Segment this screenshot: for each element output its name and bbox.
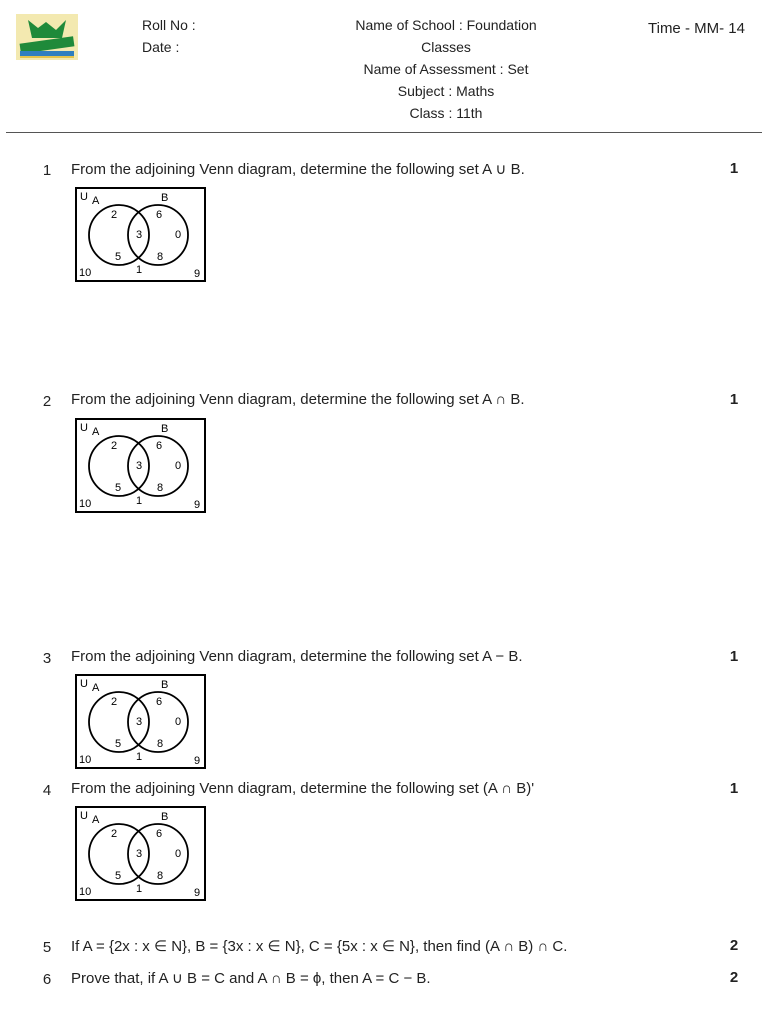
venn-set-a-label: A <box>92 814 100 826</box>
venn-region-outside: 9 <box>194 755 201 767</box>
school-name-line2: Classes <box>421 39 471 55</box>
question-number: 5 <box>42 939 52 956</box>
venn-region-a-only: 5 <box>115 738 122 750</box>
roll-no-label: Roll No : <box>142 17 196 33</box>
venn-set-b-label: B <box>161 192 169 204</box>
question-marks: 2 <box>729 937 739 954</box>
venn-region-b-only: 8 <box>157 870 164 882</box>
venn-region-outside: 9 <box>194 499 201 511</box>
question-marks: 2 <box>729 969 739 986</box>
venn-region-b-only: 6 <box>156 440 163 452</box>
venn-region-intersection: 3 <box>136 716 143 728</box>
question-number: 6 <box>42 971 52 988</box>
venn-set-a-label: A <box>92 682 100 694</box>
venn-region-b-only: 6 <box>156 828 163 840</box>
question-number: 4 <box>42 782 52 799</box>
venn-set-a-label: A <box>92 426 100 438</box>
school-logo <box>16 14 78 60</box>
class-label: Class : 11th <box>409 105 483 121</box>
venn-region-b-only: 6 <box>156 696 163 708</box>
question-text: From the adjoining Venn diagram, determine the following set A ∩ B. <box>71 391 525 408</box>
question-text: From the adjoining Venn diagram, determine the following set A − B. <box>71 648 523 665</box>
venn-region-a-only: 5 <box>115 251 122 263</box>
question-number: 3 <box>42 650 52 667</box>
venn-diagram <box>75 674 207 775</box>
subject-label: Subject : Maths <box>397 83 495 99</box>
venn-universe-label: U <box>80 191 88 203</box>
school-name-line1: Name of School : Foundation <box>355 17 537 33</box>
venn-universe-label: U <box>80 810 88 822</box>
venn-set-a-label: A <box>92 195 100 207</box>
venn-region-a-only: 2 <box>111 209 118 221</box>
date-label: Date : <box>142 39 180 55</box>
venn-region-outside: 1 <box>136 751 143 763</box>
venn-diagram <box>75 418 207 519</box>
venn-diagram <box>75 806 207 907</box>
venn-region-outside: 10 <box>79 267 92 279</box>
question-marks: 1 <box>729 780 739 797</box>
question-marks: 1 <box>729 160 739 177</box>
venn-region-outside: 1 <box>136 495 143 507</box>
venn-region-a-only: 2 <box>111 696 118 708</box>
venn-region-a-only: 2 <box>111 828 118 840</box>
venn-region-b-only: 8 <box>157 251 164 263</box>
venn-set-b-label: B <box>161 679 169 691</box>
question-text: From the adjoining Venn diagram, determine the following set A ∪ B. <box>71 161 525 178</box>
venn-region-intersection: 3 <box>136 848 143 860</box>
venn-set-b-label: B <box>161 811 169 823</box>
question-number: 2 <box>42 393 52 410</box>
question-text: Prove that, if A ∪ B = C and A ∩ B = ϕ, then A = C − B. <box>71 970 431 987</box>
venn-region-b-only: 0 <box>175 716 182 728</box>
venn-region-outside: 10 <box>79 886 92 898</box>
venn-region-a-only: 5 <box>115 482 122 494</box>
question-marks: 1 <box>729 648 739 665</box>
venn-region-b-only: 8 <box>157 738 164 750</box>
venn-region-b-only: 0 <box>175 848 182 860</box>
venn-region-outside: 9 <box>194 887 201 899</box>
question-number: 1 <box>42 162 52 179</box>
venn-region-b-only: 0 <box>175 460 182 472</box>
venn-region-intersection: 3 <box>136 460 143 472</box>
venn-region-a-only: 2 <box>111 440 118 452</box>
venn-region-outside: 1 <box>136 264 143 276</box>
venn-region-b-only: 0 <box>175 229 182 241</box>
time-marks-label: Time - MM- 14 <box>648 20 745 37</box>
question-text: If A = {2x : x ∈ N}, B = {3x : x ∈ N}, C = {5x : x ∈ N}, then find (A ∩ B) ∩ C. <box>71 938 568 955</box>
venn-region-outside: 10 <box>79 498 92 510</box>
venn-region-intersection: 3 <box>136 229 143 241</box>
venn-diagram <box>75 187 207 288</box>
assessment-name: Name of Assessment : Set <box>363 61 529 77</box>
venn-region-outside: 9 <box>194 268 201 280</box>
venn-region-b-only: 8 <box>157 482 164 494</box>
question-text: From the adjoining Venn diagram, determine the following set (A ∩ B)' <box>71 780 535 797</box>
question-marks: 1 <box>729 391 739 408</box>
venn-universe-label: U <box>80 678 88 690</box>
venn-region-b-only: 6 <box>156 209 163 221</box>
header-divider <box>6 132 762 133</box>
venn-set-b-label: B <box>161 423 169 435</box>
venn-region-outside: 10 <box>79 754 92 766</box>
venn-region-outside: 1 <box>136 883 143 895</box>
venn-universe-label: U <box>80 422 88 434</box>
venn-region-a-only: 5 <box>115 870 122 882</box>
